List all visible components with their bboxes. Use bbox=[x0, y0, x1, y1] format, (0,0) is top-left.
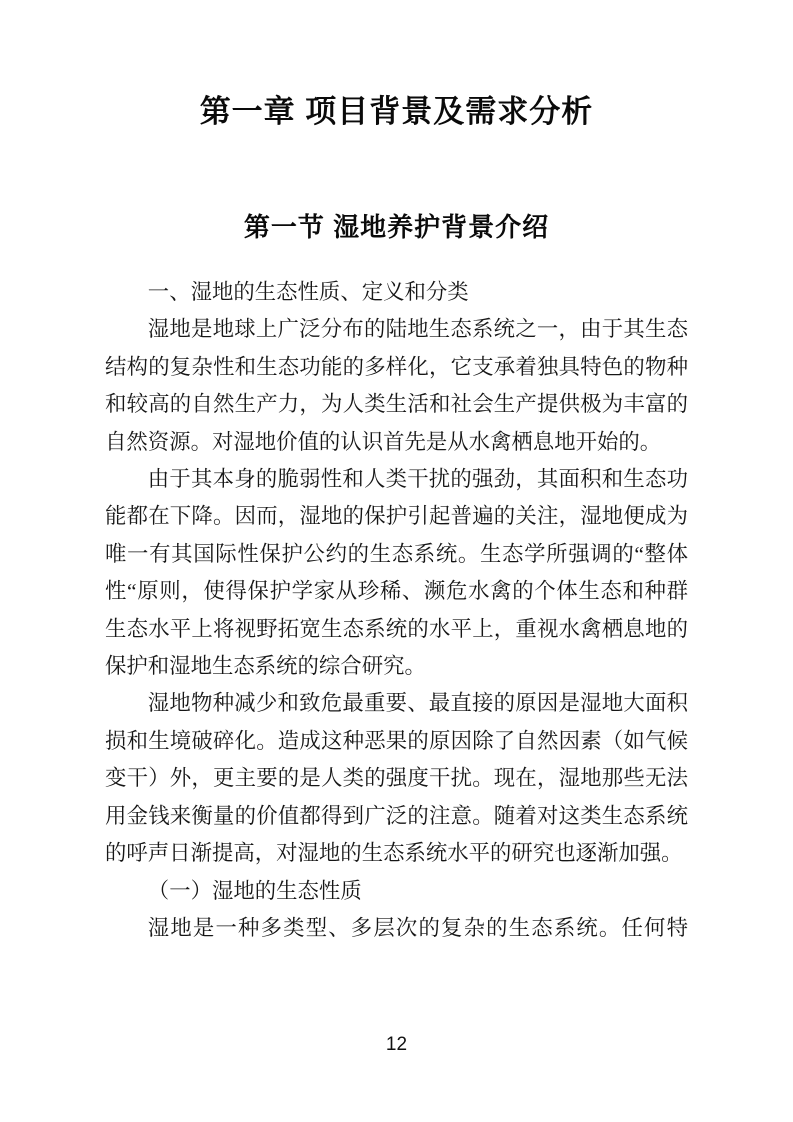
paragraph: （一）湿地的生态性质 bbox=[147, 878, 362, 903]
paragraph: 一、湿地的生态性质、定义和分类 bbox=[147, 280, 469, 304]
section-title: 第一节 湿地养护背景介绍 bbox=[243, 212, 550, 242]
paragraph: 湿地是地球上广泛分布的陆地生态系统之一，由于其生态结构的复杂性和生态功能的多样化，它支承着独具特色的物种和较高的自然生产力，为人类生活和社会生产提供极为丰富的自然资源。对湿地价值的认识首先是从水禽栖息地开始的。 bbox=[105, 317, 688, 454]
chapter-title: 第一章 项目背景及需求分析 bbox=[199, 94, 594, 129]
page-number: 12 bbox=[385, 1034, 408, 1055]
paragraph: 湿地物种减少和致危最重要、最直接的原因是湿地大面积损和生境破碎化。造成这种恶果的原因除了自然因素（如气候变干）外，更主要的是人类的强度干扰。现在，湿地那些无法用金钱来衡量的价值都得到广泛的注意。随着对这类生态系统的呼声日渐提高，对湿地的生态系统水平的研究也逐渐加强。 bbox=[105, 691, 688, 866]
body-text bbox=[105, 274, 688, 947]
paragraph: 由于其本身的脆弱性和人类干扰的强劲，其面积和生态功能都在下降。因而，湿地的保护引起普遍的关注，湿地便成为唯一有其国际性保护公约的生态系统。生态学所强调的“整体性“原则，使得保护学家从珍稀、濒危水禽的个体生态和种群生态水平上将视野拓宽生态系统的水平上，重视水禽栖息地的保护和湿地生态系统的综合研究。 bbox=[105, 467, 688, 679]
paragraph: 湿地是一种多类型、多层次的复杂的生态系统。任何特 bbox=[147, 915, 688, 940]
